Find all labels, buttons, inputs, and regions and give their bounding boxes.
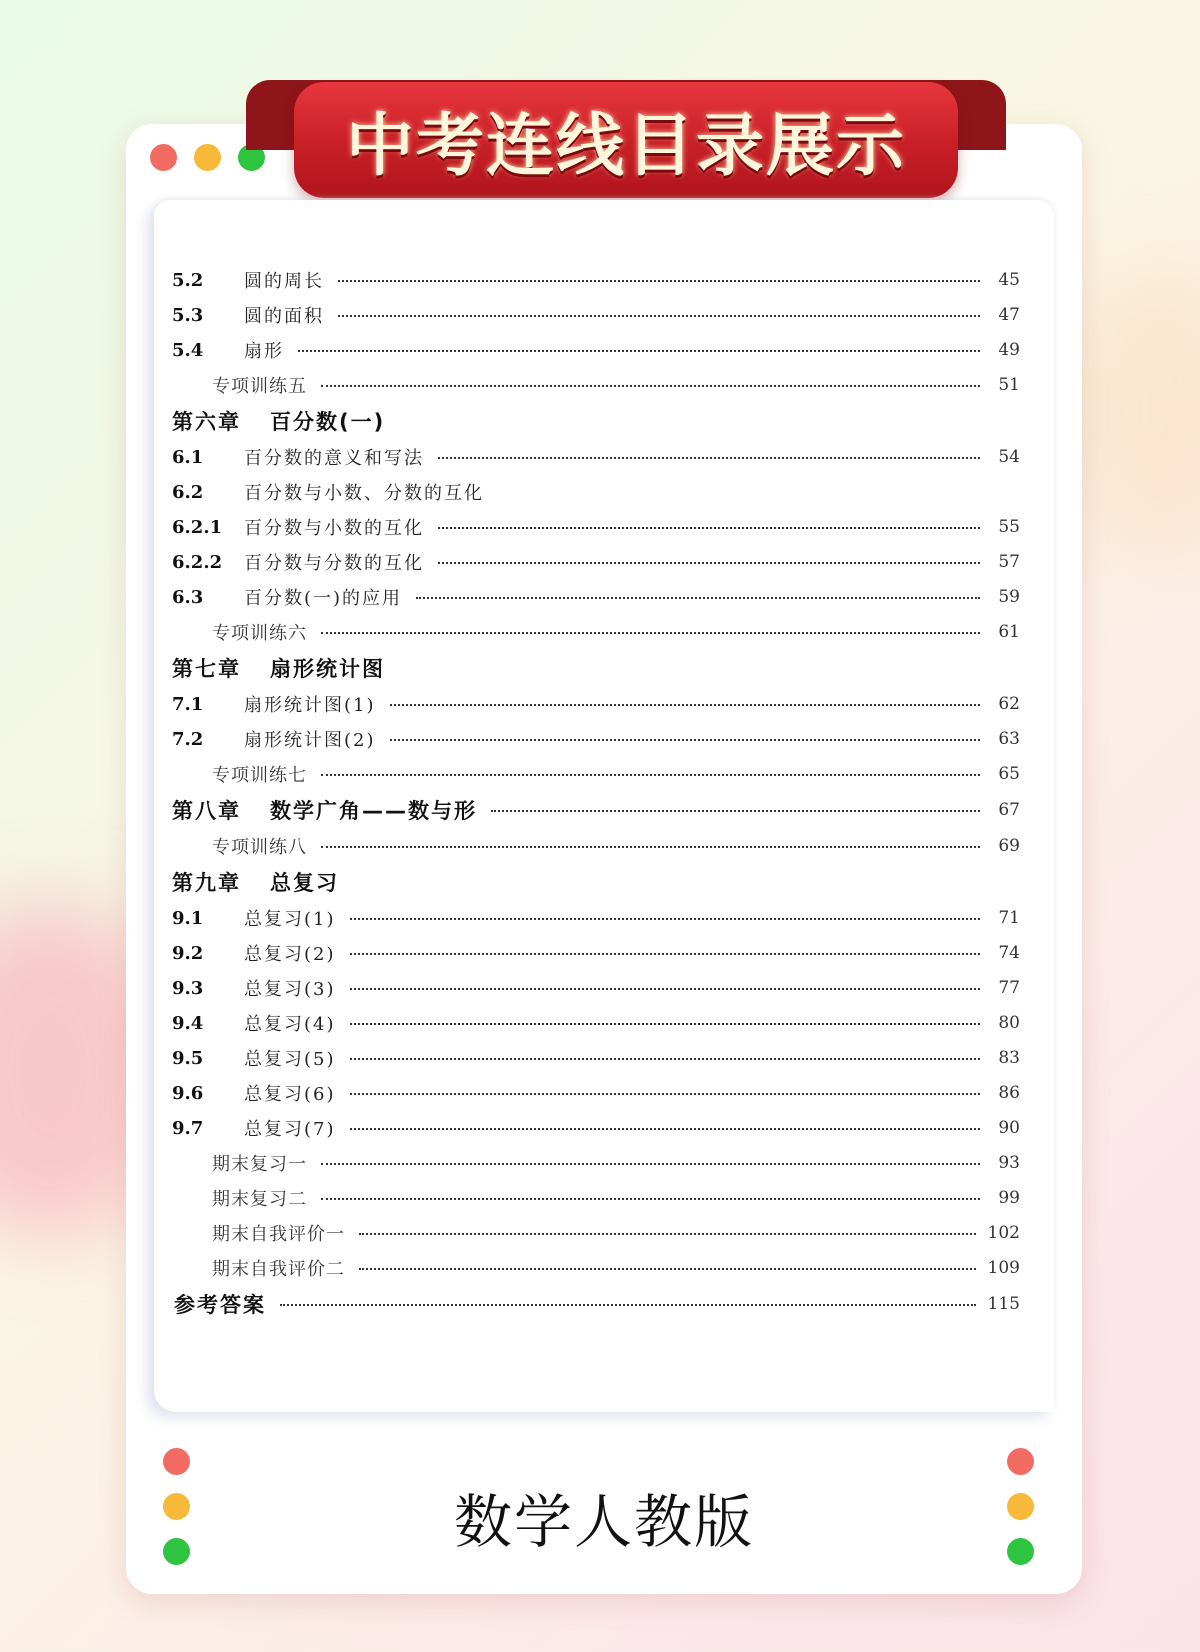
toc-dot-leader xyxy=(350,988,981,990)
toc-entry-title: 百分数的意义和写法 xyxy=(244,448,424,469)
toc-entry-title: 圆的面积 xyxy=(244,306,324,327)
toc-entry-title: 百分数(一)的应用 xyxy=(244,588,403,609)
toc-entry-row[interactable] xyxy=(172,298,1020,332)
toc-entry-row[interactable] xyxy=(172,829,1020,863)
toc-entry-title: 总复习(1) xyxy=(244,909,336,930)
toc-entry-title: 总复习(6) xyxy=(244,1084,336,1105)
toc-page-number: 83 xyxy=(998,1048,1020,1068)
toc-entry-title: 百分数(一) xyxy=(270,410,386,434)
toc-entry-number: 6.2.2 xyxy=(172,551,223,573)
toc-entry-number: 6.2 xyxy=(172,481,204,503)
toc-page-number: 49 xyxy=(998,340,1020,360)
toc-entry-number: 6.3 xyxy=(172,586,204,608)
toc-page-number: 62 xyxy=(998,694,1020,714)
toc-entry-row[interactable] xyxy=(172,936,1020,970)
toc-entry-row[interactable] xyxy=(172,368,1020,402)
toc-page-number: 93 xyxy=(998,1153,1020,1173)
toc-entry-title: 扇形 xyxy=(244,341,284,362)
toc-dot-leader xyxy=(350,1093,981,1095)
toc-chapter-label: 第八章 xyxy=(172,799,241,823)
toc-entry-number: 6.1 xyxy=(172,446,204,468)
toc-dot-leader xyxy=(416,597,980,599)
title-banner xyxy=(294,82,958,198)
toc-entry-row[interactable] xyxy=(172,615,1020,649)
toc-dot-leader xyxy=(438,457,980,459)
toc-page-number: 99 xyxy=(998,1188,1020,1208)
toc-page-number: 47 xyxy=(998,305,1020,325)
toc-entry-title: 圆的周长 xyxy=(244,271,324,292)
banner-title: 中考连线目录展示 xyxy=(345,106,906,186)
toc-page-number: 109 xyxy=(987,1258,1020,1278)
toc-entry-row[interactable] xyxy=(172,1006,1020,1040)
toc-chapter-row[interactable] xyxy=(172,865,1020,899)
toc-entry-row[interactable] xyxy=(172,1111,1020,1145)
toc-page-number: 71 xyxy=(998,908,1020,928)
toc-page-number: 45 xyxy=(998,270,1020,290)
toc-entry-number: 7.2 xyxy=(172,728,204,750)
toc-chapter-label: 第九章 xyxy=(172,871,241,895)
toc-dot-leader xyxy=(350,953,981,955)
toc-dot-leader xyxy=(350,918,981,920)
toc-entry-title: 期末自我评价二 xyxy=(212,1259,345,1280)
toc-entry-row[interactable] xyxy=(172,580,1020,614)
toc-dot-leader xyxy=(390,704,981,706)
toc-dot-leader xyxy=(280,1304,976,1306)
toc-entry-number: 9.6 xyxy=(172,1082,204,1104)
toc-page-number: 69 xyxy=(998,836,1020,856)
toc-dot-leader xyxy=(321,632,980,634)
toc-dot-leader xyxy=(350,1128,981,1130)
toc-entry-title: 总复习(4) xyxy=(244,1014,336,1035)
toc-chapter-row[interactable] xyxy=(172,404,1020,438)
toc-entry-row[interactable] xyxy=(172,510,1020,544)
toc-page-number: 74 xyxy=(998,943,1020,963)
toc-page-number: 86 xyxy=(998,1083,1020,1103)
toc-entry-row[interactable] xyxy=(172,1251,1020,1285)
toc-entry-title: 百分数与小数、分数的互化 xyxy=(244,483,484,504)
toc-entry-title: 期末自我评价一 xyxy=(212,1224,345,1245)
toc-entry-row[interactable] xyxy=(172,263,1020,297)
toc-chapter-row[interactable] xyxy=(172,793,1020,827)
toc-entry-row[interactable] xyxy=(172,440,1020,474)
toc-entry-title: 期末复习二 xyxy=(212,1189,307,1210)
toc-entry-title: 参考答案 xyxy=(174,1293,266,1317)
toc-page-number: 51 xyxy=(998,375,1020,395)
toc-entry-number: 5.2 xyxy=(172,269,204,291)
toc-page-number: 115 xyxy=(987,1294,1020,1314)
toc-entry-number: 7.1 xyxy=(172,693,204,715)
toc-page-number: 57 xyxy=(998,552,1020,572)
toc-dot-leader xyxy=(438,562,980,564)
toc-entry-number: 9.4 xyxy=(172,1012,204,1034)
toc-dot-leader xyxy=(298,350,980,352)
toc-page-number: 54 xyxy=(998,447,1020,467)
toc-dot-leader xyxy=(321,774,980,776)
toc-page-number: 59 xyxy=(998,587,1020,607)
toc-entry-number: 9.3 xyxy=(172,977,204,999)
toc-entry-number: 9.7 xyxy=(172,1117,204,1139)
toc-dot-leader xyxy=(321,1198,980,1200)
toc-entry-number: 9.5 xyxy=(172,1047,204,1069)
decor-dot-red-left xyxy=(163,1448,190,1475)
toc-entry-title: 专项训练八 xyxy=(212,837,307,858)
toc-entry-title: 专项训练七 xyxy=(212,765,307,786)
toc-entry-number: 6.2.1 xyxy=(172,516,223,538)
toc-dot-leader xyxy=(338,315,980,317)
toc-dot-leader xyxy=(438,527,980,529)
toc-dot-leader xyxy=(359,1268,976,1270)
toc-page-number: 102 xyxy=(987,1223,1020,1243)
toc-page-number: 90 xyxy=(998,1118,1020,1138)
toc-dot-leader xyxy=(350,1023,981,1025)
toc-page-number: 61 xyxy=(998,622,1020,642)
toc-entry-row[interactable] xyxy=(172,1181,1020,1215)
toc-entry-number: 5.4 xyxy=(172,339,204,361)
toc-entry-title: 总复习(7) xyxy=(244,1119,336,1140)
toc-entry-row[interactable] xyxy=(172,1216,1020,1250)
toc-entry-title: 百分数与分数的互化 xyxy=(244,553,424,574)
toc-page-number: 80 xyxy=(998,1013,1020,1033)
edition-label: 数学人教版 xyxy=(453,1488,754,1556)
toc-entry-title: 总复习 xyxy=(270,871,339,895)
toc-page-number: 67 xyxy=(998,800,1020,820)
toc-entry-row[interactable] xyxy=(172,475,1020,509)
toc-dot-leader xyxy=(338,280,980,282)
toc-entry-row[interactable] xyxy=(172,757,1020,791)
toc-dot-leader xyxy=(491,810,980,812)
toc-entry-row[interactable] xyxy=(172,1041,1020,1075)
toc-page-number: 63 xyxy=(998,729,1020,749)
window-minimize-dot[interactable] xyxy=(194,144,221,171)
toc-entry-row[interactable] xyxy=(172,687,1020,721)
toc-entry-title: 总复习(5) xyxy=(244,1049,336,1070)
toc-page-number: 77 xyxy=(998,978,1020,998)
toc-entry-row[interactable] xyxy=(172,1146,1020,1180)
toc-entry-title: 百分数与小数的互化 xyxy=(244,518,424,539)
toc-chapter-label: 第七章 xyxy=(172,657,241,681)
toc-dot-leader xyxy=(350,1058,981,1060)
toc-page-number: 55 xyxy=(998,517,1020,537)
toc-entry-title: 期末复习一 xyxy=(212,1154,307,1175)
toc-dot-leader xyxy=(321,1163,980,1165)
toc-dot-leader xyxy=(359,1233,976,1235)
decor-dot-red-right xyxy=(1007,1448,1034,1475)
toc-entry-title: 总复习(2) xyxy=(244,944,336,965)
toc-entry-number: 9.2 xyxy=(172,942,204,964)
toc-entry-title: 数学广角——数与形 xyxy=(270,799,477,823)
toc-entry-title: 扇形统计图(2) xyxy=(244,730,376,751)
toc-chapter-label: 第六章 xyxy=(172,410,241,434)
toc-page-number: 65 xyxy=(998,764,1020,784)
toc-chapter-row[interactable] xyxy=(172,651,1020,685)
toc-entry-row[interactable] xyxy=(172,1076,1020,1110)
toc-entry-number: 9.1 xyxy=(172,907,204,929)
toc-entry-title: 扇形统计图 xyxy=(270,657,385,681)
toc-entry-number: 5.3 xyxy=(172,304,204,326)
toc-entry-row[interactable] xyxy=(172,333,1020,367)
toc-dot-leader xyxy=(321,385,980,387)
toc-entry-row[interactable] xyxy=(172,971,1020,1005)
toc-dot-leader xyxy=(390,739,981,741)
toc-chapter-row[interactable] xyxy=(172,1287,1020,1321)
toc-entry-title: 总复习(3) xyxy=(244,979,336,1000)
toc-entry-row[interactable] xyxy=(172,901,1020,935)
window-close-dot[interactable] xyxy=(150,144,177,171)
toc-dot-leader xyxy=(321,846,980,848)
toc-entry-title: 专项训练五 xyxy=(212,376,307,397)
toc-entry-title: 扇形统计图(1) xyxy=(244,695,376,716)
toc-entry-row[interactable] xyxy=(172,545,1020,579)
toc-entry-row[interactable] xyxy=(172,722,1020,756)
toc-entry-title: 专项训练六 xyxy=(212,623,307,644)
